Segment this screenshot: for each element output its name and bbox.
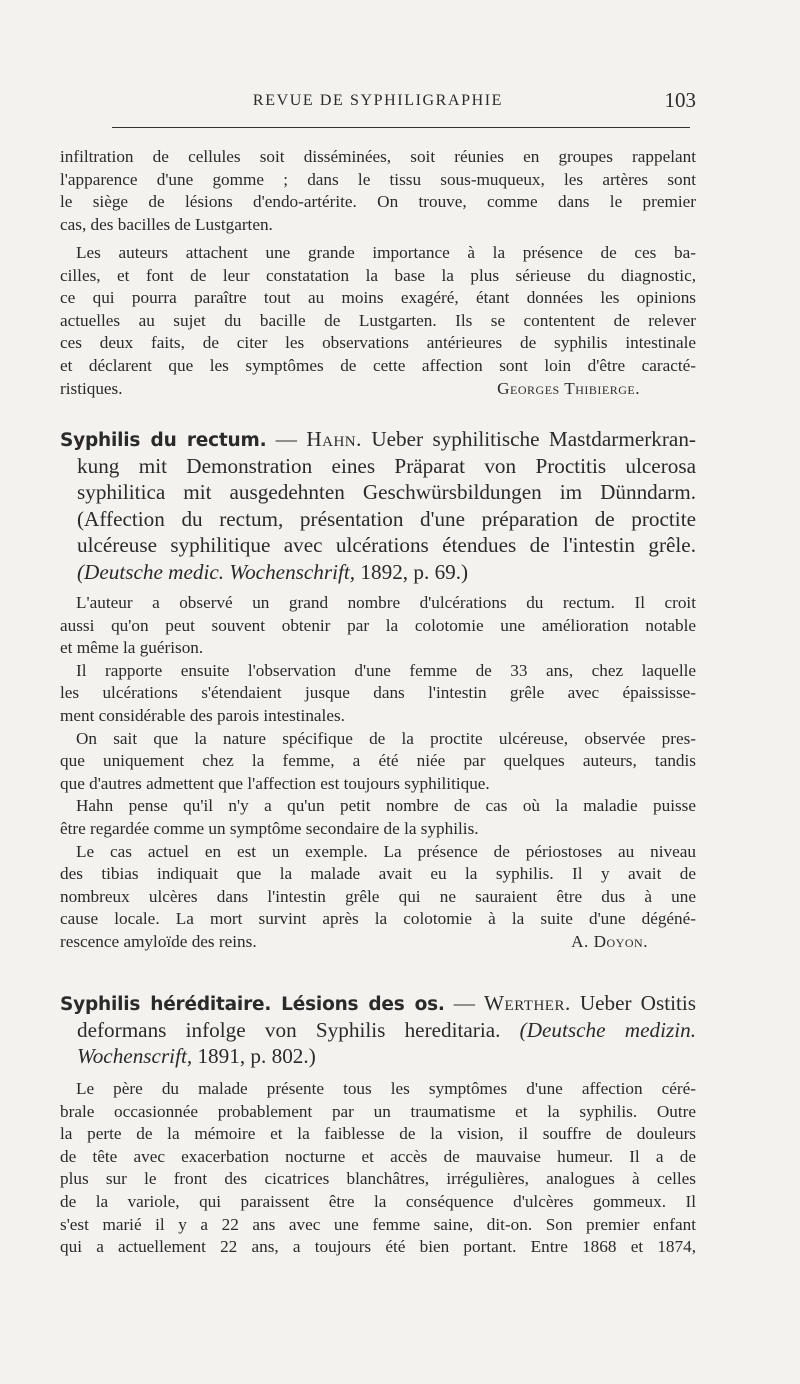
text-line: rescence amyloïde des reins. bbox=[60, 931, 257, 951]
text-line: de tête avec exacerbation nocturne et accès de mauvaise humeur. Il a de bbox=[60, 1146, 696, 1166]
text-line: cas, des bacilles de Lustgarten. bbox=[60, 214, 273, 234]
dash: — bbox=[444, 991, 485, 1015]
citation-line bbox=[60, 559, 696, 586]
page-number: 103 bbox=[664, 88, 696, 112]
heading-line: syphilitica mit ausgedehnten Geschwürsbildungen im Dünndarm. bbox=[77, 480, 696, 505]
citation-journal: (Deutsche medizin. bbox=[500, 1017, 696, 1042]
text-line: s'est marié il y a 22 ans avec une femme saine, dit-on. Son premier enfant bbox=[60, 1214, 696, 1234]
text-line: ce qui pourra paraître tout au moins exagéré, étant données les opinions bbox=[60, 288, 696, 308]
paragraph-1 bbox=[60, 146, 696, 236]
text-line: Les auteurs attachent une grande importance à la présence de ces ba- bbox=[76, 243, 696, 262]
heading-line bbox=[60, 1017, 696, 1044]
citation-details: 1891, p. 802.) bbox=[192, 1044, 316, 1069]
article-1-author: Hahn. bbox=[306, 427, 362, 451]
text-line: aussi qu'on peut souvent obtenir par la colotomie une amélioration notable bbox=[60, 615, 696, 635]
heading-line: ulcéreuse syphilitique avec ulcérations étendues de l'intestin grêle. bbox=[77, 533, 696, 558]
text-line: des tibias indiquait que la malade avait eu la syphilis. Il y avait de bbox=[60, 864, 696, 884]
text-line: être regardée comme un symptôme secondaire de la syphilis. bbox=[60, 818, 479, 838]
text-line: cilles, et font de leur constatation la base la plus sérieuse du diagnostic, bbox=[60, 265, 696, 285]
signature-row bbox=[60, 378, 696, 401]
heading-text: Ueber syphilitische Mastdarmerkran- bbox=[361, 427, 696, 451]
article-1-body bbox=[60, 592, 696, 954]
text-line: infiltration de cellules soit disséminées, soit réunies en groupes rappelant bbox=[60, 147, 696, 166]
text-line: le siège de lésions d'endo-artérite. On trouve, comme dans le premier bbox=[60, 192, 696, 212]
running-title: REVUE DE SYPHILIGRAPHIE bbox=[252, 92, 504, 109]
text-line: que d'autres admettent que l'affection est toujours syphilitique. bbox=[60, 773, 490, 793]
text-line: ment considérable des parois intestinales. bbox=[60, 705, 345, 725]
text-line: plus sur le front des cicatrices blanchâtres, irrégulières, analogues à celles bbox=[60, 1169, 696, 1189]
citation-details: 1892, p. 69.) bbox=[355, 559, 469, 584]
text-line: actuelles au sujet du bacille de Lustgarten. Ils se contentent de relever bbox=[60, 310, 696, 330]
text-line: de la variole, qui paraissent être la conséquence d'ulcères gommeux. Il bbox=[60, 1191, 696, 1211]
text-line: cause locale. La mort survint après la colotomie à la suite d'une dégéné- bbox=[60, 909, 696, 929]
heading-text: Ueber Ostitis bbox=[570, 991, 696, 1015]
citation-line bbox=[60, 1043, 696, 1070]
header-rule bbox=[112, 127, 690, 128]
text-line: On sait que la nature spécifique de la proctite ulcéreuse, observée pres- bbox=[76, 728, 696, 748]
heading-line bbox=[60, 426, 696, 453]
article-2-heading bbox=[60, 990, 696, 1070]
text-line: L'auteur a observé un grand nombre d'ulcérations du rectum. Il croit bbox=[76, 593, 696, 612]
text-line: nombreux ulcères dans l'intestin grêle qui ne sauraient être dus à une bbox=[60, 886, 696, 906]
heading-line: (Affection du rectum, présentation d'une préparation de proctite bbox=[77, 506, 696, 531]
text-line: brale occasionnée probablement par un traumatisme et la syphilis. Outre bbox=[60, 1101, 696, 1121]
article-1-title: Syphilis du rectum. bbox=[60, 430, 267, 451]
citation-journal: (Deutsche medic. Wochenschrift, bbox=[77, 559, 356, 584]
author-signature: A. Doyon. bbox=[571, 931, 648, 951]
heading-line: kung mit Demonstration eines Präparat von Proctitis ulcerosa bbox=[77, 453, 696, 478]
heading-text: deformans infolge von Syphilis hereditaria. bbox=[77, 1017, 501, 1042]
text-line: qui a actuellement 22 ans, a toujours été bien portant. Entre 1868 et 1874, bbox=[60, 1237, 696, 1257]
text-line: et déclarent que les symptômes de cette affection sont loin d'être caracté- bbox=[60, 355, 696, 375]
text-line: les ulcérations s'étendaient jusque dans l'intestin grêle avec épaississe- bbox=[60, 683, 696, 703]
text-line: ces deux faits, de citer les observations antérieures de syphilis intestinale bbox=[60, 333, 696, 353]
text-line: Le père du malade présente tous les symptômes d'une affection céré- bbox=[76, 1079, 696, 1098]
text-line: et même la guérison. bbox=[60, 638, 204, 658]
article-2-body bbox=[60, 1078, 696, 1259]
heading-line bbox=[60, 990, 696, 1017]
text-line: Le cas actuel en est un exemple. La présence de périostoses au niveau bbox=[76, 841, 696, 861]
article-1-heading bbox=[60, 426, 696, 586]
article-2-title: Syphilis héréditaire. Lésions des os. bbox=[60, 994, 445, 1015]
dash: — bbox=[266, 427, 307, 451]
author-signature: Georges Thibierge. bbox=[497, 378, 640, 398]
text-line: la perte de la mémoire et la faiblesse de la vision, il souffre de douleurs bbox=[60, 1124, 696, 1144]
paragraph-2 bbox=[60, 242, 696, 400]
text-line: que uniquement chez la femme, a été niée par quelques auteurs, tandis bbox=[60, 751, 696, 771]
article-2-author: Werther. bbox=[484, 991, 571, 1015]
text-line: ristiques. bbox=[60, 378, 123, 398]
text-line: Il rapporte ensuite l'observation d'une femme de 33 ans, chez laquelle bbox=[76, 660, 696, 680]
signature-row bbox=[60, 931, 696, 954]
text-line: Hahn pense qu'il n'y a qu'un petit nombre de cas où la maladie puisse bbox=[76, 796, 696, 816]
running-head bbox=[60, 88, 696, 116]
citation-journal: Wochenscrift, bbox=[77, 1044, 193, 1069]
text-line: l'apparence d'une gomme ; dans le tissu sous-muqueux, les artères sont bbox=[60, 169, 696, 189]
